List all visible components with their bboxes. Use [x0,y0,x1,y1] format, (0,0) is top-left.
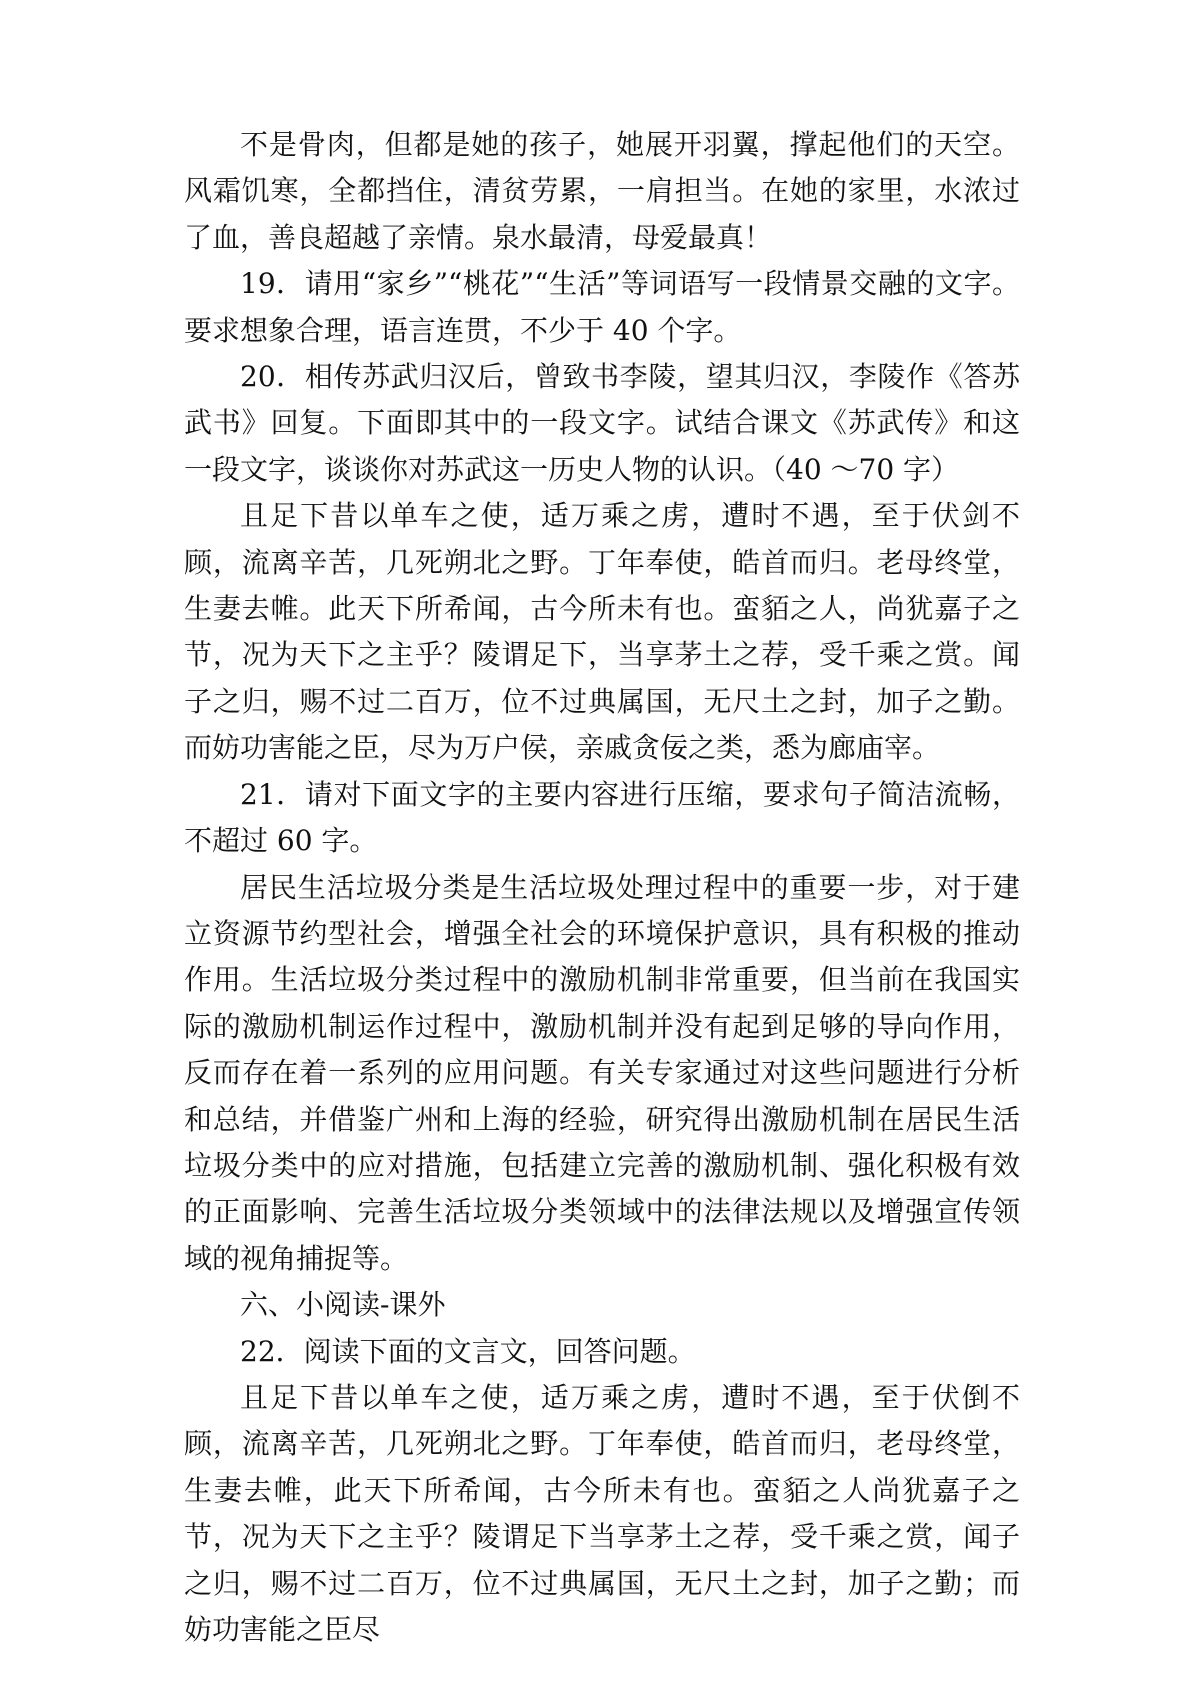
document-page [184,122,1020,1653]
classical-passage-1: 且足下昔以单车之使，适万乘之虏，遭时不遇，至于伏剑不顾，流离辛苦，几死朔北之野。丁年奉使，皓首而归。老母终堂，生妻去帷。此天下所希闻，古今所未有也。蛮貊之人，尚犹嘉子之节，况为天下之主乎？陵谓足下，当享茅土之荐，受千乘之赏。闻子之归，赐不过二百万，位不过典属国，无尺土之封，加子之勤。而妨功害能之臣，尽为万户侯，亲戚贪佞之类，悉为廊庙宰。 [184,499,1020,765]
question-22: 22．阅读下面的文言文，回答问题。 [240,1334,696,1368]
classical-passage-2: 且足下昔以单车之使，适万乘之虏，遭时不遇，至于伏倒不顾，流离辛苦，几死朔北之野。丁年奉使，皓首而归，老母终堂，生妻去帷，此天下所希闻，古今所未有也。蛮貊之人尚犹嘉子之节，况为天下之主乎？陵谓足下当享茅土之荐，受千乘之赏，闻子之归，赐不过二百万，位不过典属国，无尺土之封，加子之勤；而妨功害能之臣尽 [184,1380,1020,1646]
paragraph-continuation: 不是骨肉，但都是她的孩子，她展开羽翼，撑起他们的天空。风霜饥寒，全都挡住，清贫劳累，一肩担当。在她的家里，水浓过了血，善良超越了亲情。泉水最清，母爱最真！ [184,128,1020,254]
garbage-sorting-passage: 居民生活垃圾分类是生活垃圾处理过程中的重要一步，对于建立资源节约型社会，增强全社会的环境保护意识，具有积极的推动作用。生活垃圾分类过程中的激励机制非常重要，但当前在我国实际的激励机制运作过程中，激励机制并没有起到足够的导向作用，反而存在着一系列的应用问题。有关专家通过对这些问题进行分析和总结，并借鉴广州和上海的经验，研究得出激励机制在居民生活垃圾分类中的应对措施，包括建立完善的激励机制、强化积极有效的正面影响、完善生活垃圾分类领域中的法律法规以及增强宣传领域的视角捕捉等。 [184,870,1020,1275]
section-heading: 六、小阅读-课外 [240,1288,446,1322]
question-21: 21．请对下面文字的主要内容进行压缩，要求句子简洁流畅，不超过 60 字。 [184,777,1020,858]
question-20: 20．相传苏武归汉后，曾致书李陵，望其归汉，李陵作《答苏武书》回复。下面即其中的一段文字。试结合课文《苏武传》和这一段文字，谈谈你对苏武这一历史人物的认识。（40 ～70 字） [184,360,1020,486]
question-19: 19．请用“家乡”“桃花”“生活”等词语写一段情景交融的文字。要求想象合理，语言连贯，不少于 40 个字。 [184,267,1020,347]
